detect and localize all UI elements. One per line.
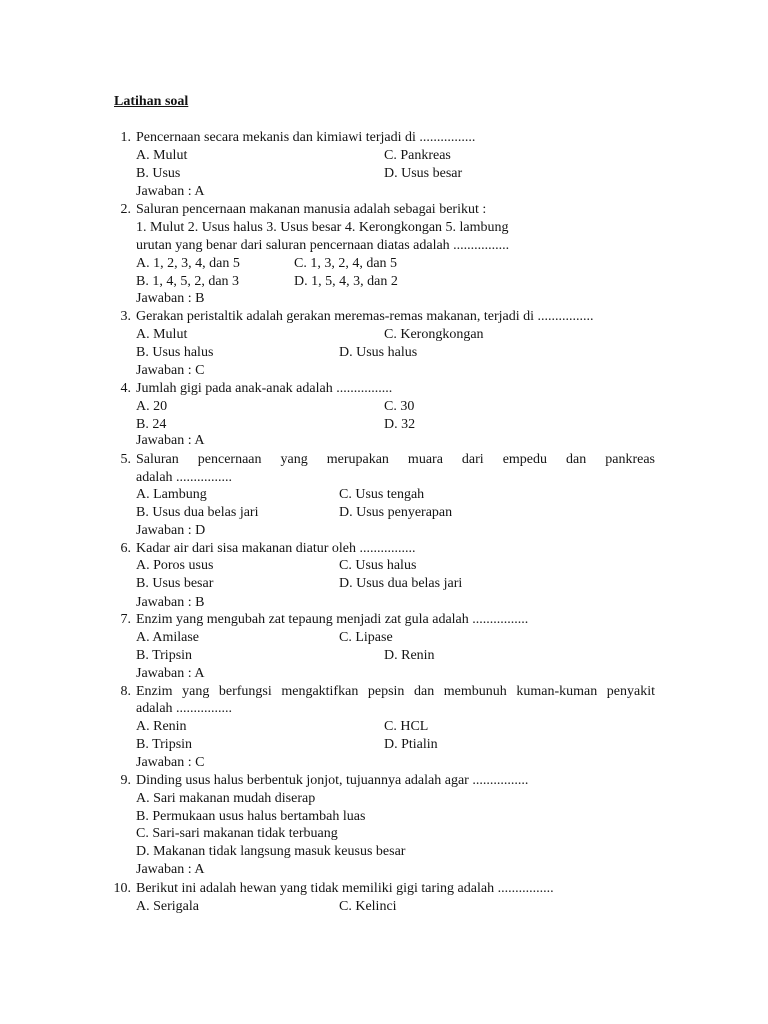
question-text: Gerakan peristaltik adalah gerakan meremas-remas makanan, terjadi di ................ bbox=[136, 309, 594, 324]
question-text-continued: adalah ................ bbox=[136, 470, 233, 485]
question-number: 9. bbox=[120, 773, 131, 788]
question-text: Dinding usus halus berbentuk jonjot, tujuannya adalah agar ................ bbox=[136, 773, 529, 788]
question-number: 4. bbox=[120, 381, 131, 396]
option-d: D. Renin bbox=[384, 648, 435, 663]
question-number: 10. bbox=[113, 881, 131, 896]
question-text: Kadar air dari sisa makanan diatur oleh ................ bbox=[136, 541, 416, 556]
question-number: 1. bbox=[120, 130, 131, 145]
question-text: Berikut ini adalah hewan yang tidak memiliki gigi taring adalah ................ bbox=[136, 881, 554, 896]
option-d: D. Makanan tidak langsung masuk keusus besar bbox=[136, 844, 406, 859]
option-a: A. Amilase bbox=[136, 630, 199, 645]
option-b: B. Usus bbox=[136, 166, 181, 181]
option-a: A. 1, 2, 3, 4, dan 5 bbox=[136, 256, 240, 271]
option-a: A. Mulut bbox=[136, 327, 188, 342]
option-a: A. Serigala bbox=[136, 899, 199, 914]
option-b: B. 24 bbox=[136, 417, 167, 432]
option-d: D. Usus besar bbox=[384, 166, 463, 181]
answer-text: Jawaban : B bbox=[136, 595, 205, 610]
question-number: 7. bbox=[120, 612, 131, 627]
option-c: C. 1, 3, 2, 4, dan 5 bbox=[294, 256, 398, 271]
option-d: D. Ptialin bbox=[384, 737, 438, 752]
option-b: B. Usus dua belas jari bbox=[136, 505, 259, 520]
option-c: C. Lipase bbox=[339, 630, 393, 645]
question-text: Saluran pencernaan yang merupakan muara dari empedu dan pankreas bbox=[136, 452, 655, 467]
option-d: D. Usus halus bbox=[339, 345, 418, 360]
answer-text: Jawaban : A bbox=[136, 666, 205, 681]
question-text: Pencernaan secara mekanis dan kimiawi terjadi di ................ bbox=[136, 130, 476, 145]
option-c: C. Sari-sari makanan tidak terbuang bbox=[136, 826, 338, 841]
question-text: Saluran pencernaan makanan manusia adalah sebagai berikut : bbox=[136, 202, 487, 217]
option-c: C. HCL bbox=[384, 719, 429, 734]
option-c: C. Kerongkongan bbox=[384, 327, 484, 342]
option-d: D. 32 bbox=[384, 417, 416, 432]
option-b: B. 1, 4, 5, 2, dan 3 bbox=[136, 274, 240, 289]
answer-text: Jawaban : D bbox=[136, 523, 206, 538]
question-number: 5. bbox=[120, 452, 131, 467]
answer-text: Jawaban : A bbox=[136, 184, 205, 199]
option-a: A. Mulut bbox=[136, 148, 188, 163]
option-b: B. Permukaan usus halus bertambah luas bbox=[136, 809, 366, 824]
option-c: C. Pankreas bbox=[384, 148, 451, 163]
option-d: D. 1, 5, 4, 3, dan 2 bbox=[294, 274, 398, 289]
answer-text: Jawaban : B bbox=[136, 291, 205, 306]
option-d: D. Usus dua belas jari bbox=[339, 576, 463, 591]
option-c: C. Usus halus bbox=[339, 558, 417, 573]
question-text: Enzim yang berfungsi mengaktifkan pepsin dan membunuh kuman-kuman penyakit bbox=[136, 684, 655, 699]
option-b: B. Usus besar bbox=[136, 576, 214, 591]
option-d: D. Usus penyerapan bbox=[339, 505, 453, 520]
option-b: B. Usus halus bbox=[136, 345, 214, 360]
option-b: B. Tripsin bbox=[136, 648, 193, 663]
question-text: Enzim yang mengubah zat tepaung menjadi zat gula adalah ................ bbox=[136, 612, 529, 627]
question-number: 6. bbox=[120, 541, 131, 556]
question-number: 3. bbox=[120, 309, 131, 324]
question-number: 8. bbox=[120, 684, 131, 699]
option-c: C. Kelinci bbox=[339, 899, 397, 914]
option-c: C. 30 bbox=[384, 399, 415, 414]
option-c: C. Usus tengah bbox=[339, 487, 425, 502]
option-a: A. Lambung bbox=[136, 487, 207, 502]
answer-text: Jawaban : C bbox=[136, 363, 205, 378]
question-number: 2. bbox=[120, 202, 131, 217]
answer-text: Jawaban : A bbox=[136, 433, 205, 448]
page-title: Latihan soal bbox=[114, 94, 189, 109]
question-text: Jumlah gigi pada anak-anak adalah ................ bbox=[136, 381, 393, 396]
option-a: A. 20 bbox=[136, 399, 168, 414]
option-a: A. Poros usus bbox=[136, 558, 214, 573]
option-a: A. Renin bbox=[136, 719, 187, 734]
option-b: B. Tripsin bbox=[136, 737, 193, 752]
question-text-continued: urutan yang benar dari saluran pencernaan diatas adalah ................ bbox=[136, 238, 510, 253]
question-text-continued: adalah ................ bbox=[136, 701, 233, 716]
option-a: A. Sari makanan mudah diserap bbox=[136, 791, 316, 806]
question-list: 1. Mulut 2. Usus halus 3. Usus besar 4. Kerongkongan 5. lambung bbox=[136, 220, 509, 235]
answer-text: Jawaban : A bbox=[136, 862, 205, 877]
answer-text: Jawaban : C bbox=[136, 755, 205, 770]
